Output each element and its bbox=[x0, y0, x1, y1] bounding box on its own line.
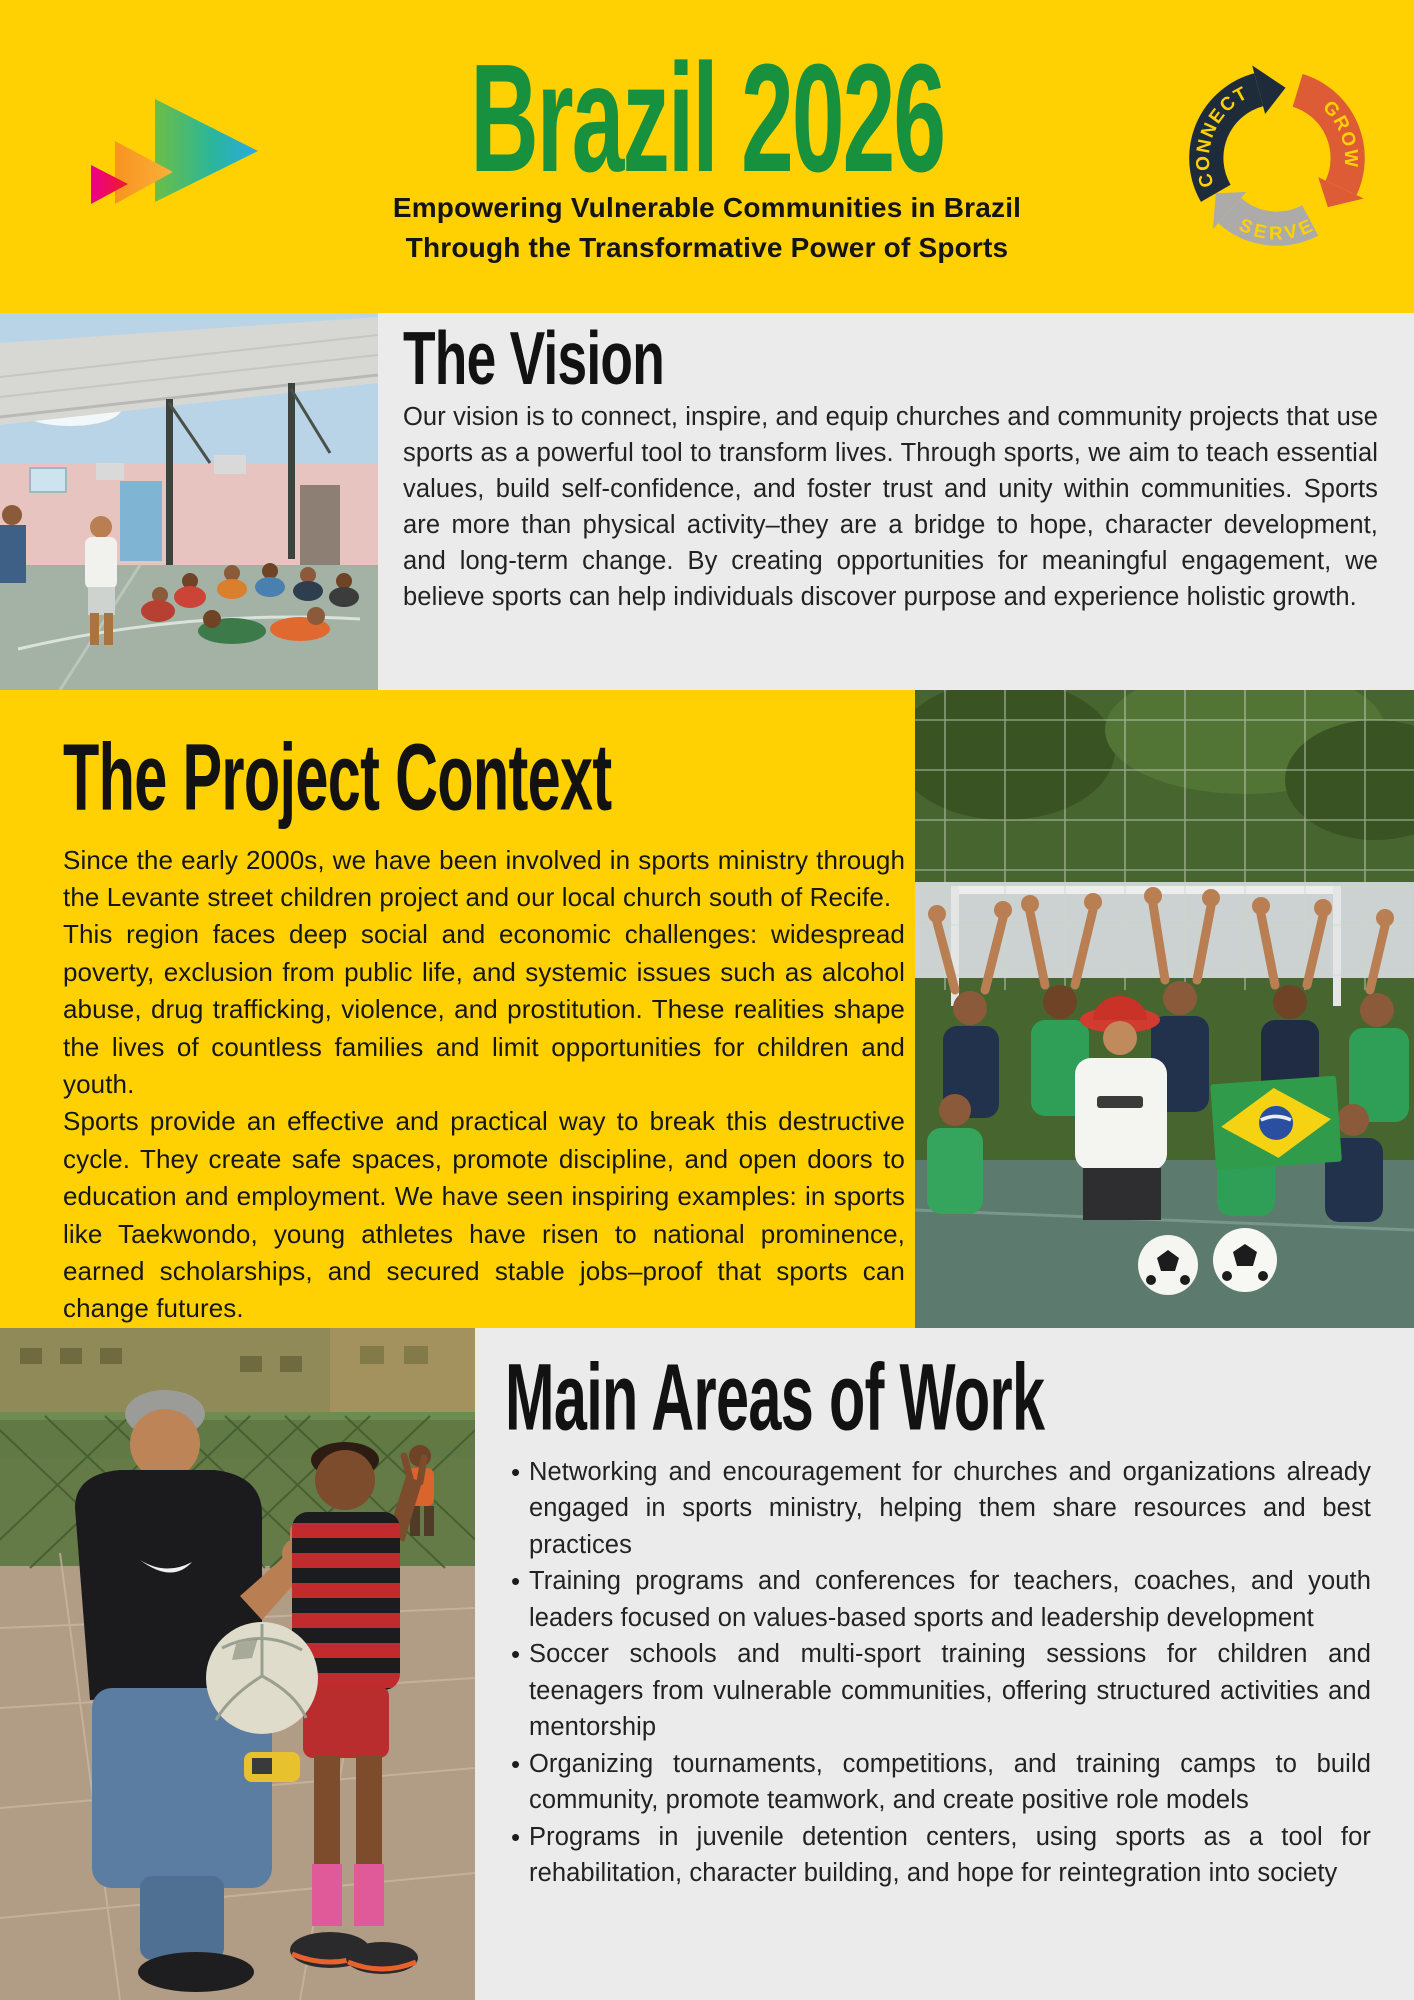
main-areas-heading: Main Areas of Work bbox=[505, 1345, 1045, 1451]
context-paragraph: Sports provide an effective and practical way to break this destructive cycle. They create safe spaces, promote discipline, and open doors to education and employment. We have seen inspiring examples: in sports like Taekwondo, young athletes have risen to national prominence, earned scholarships, and secured stable jobs–proof that sports can change futures. bbox=[63, 1106, 905, 1324]
bullet-marker: • bbox=[511, 1748, 521, 1779]
bullet-text: Soccer schools and multi-sport training sessions for children and teenagers from vulnerable communities, offering structured activities and mentorship bbox=[529, 1640, 1371, 1741]
cycle-label-connect: CONNECT bbox=[1191, 81, 1253, 190]
vision-content bbox=[403, 316, 1378, 615]
context-paragraph: This region faces deep social and economic challenges: widespread poverty, exclusion from public life, and systemic issues such as alcohol abuse, drug trafficking, violence, and prostitution. These realities shape the lives of countless families and limit opportunities for children and youth. bbox=[63, 919, 905, 1099]
bullet-marker: • bbox=[511, 1821, 521, 1852]
vision-heading: The Vision bbox=[403, 316, 665, 401]
bullet-text: Networking and encouragement for churches and organizations already engaged in sports ministry, helping them share resources and best practices bbox=[529, 1457, 1371, 1559]
header bbox=[0, 0, 1414, 313]
bullet-text: Organizing tournaments, competitions, and training camps to build community, promote teamwork, and create positive role models bbox=[529, 1749, 1371, 1814]
context-heading: The Project Context bbox=[63, 725, 612, 831]
bullet-marker: • bbox=[511, 1566, 521, 1596]
bullet-item bbox=[505, 1746, 1371, 1819]
context-photo bbox=[915, 690, 1414, 1328]
vision-body: Our vision is to connect, inspire, and equip churches and community projects that use sports as a powerful tool to transform lives. Through sports, we aim to teach essential values, build self-confidence, and foster trust and unity within communities. Sports are more than physical activity–they are a bridge to hope, character development, and long-term change. By creating opportunities for meaningful engagement, we believe sports can help individuals discover purpose and experience holistic growth. bbox=[403, 403, 1378, 612]
subtitle-line-1: Empowering Vulnerable Communities in Brazil bbox=[392, 192, 1022, 223]
bullet-marker: • bbox=[511, 1456, 521, 1487]
section-main-areas bbox=[0, 1328, 1414, 2000]
bullet-text: Programs in juvenile detention centers, using sports as a tool for rehabilitation, character building, and hope for reintegration into society bbox=[529, 1822, 1371, 1887]
section-vision bbox=[0, 313, 1414, 690]
bullet-list bbox=[505, 1454, 1371, 1892]
context-content bbox=[63, 725, 905, 1328]
cycle-label-grow: GROW bbox=[1319, 96, 1363, 170]
bullet-marker: • bbox=[511, 1639, 521, 1669]
vision-photo bbox=[0, 313, 378, 690]
context-paragraph: Since the early 2000s, we have been involved in sports ministry through the Levante street children project and our local church south of Recife. bbox=[63, 844, 905, 912]
bullet-item bbox=[505, 1636, 1371, 1746]
main-areas-content bbox=[505, 1345, 1371, 1892]
bullet-text: Training programs and conferences for teachers, coaches, and youth leaders focused on values-based sports and leadership development bbox=[529, 1567, 1371, 1632]
main-areas-photo bbox=[0, 1328, 475, 2000]
bullet-item bbox=[505, 1819, 1371, 1892]
connect-grow-serve-cycle-icon bbox=[1158, 44, 1396, 272]
page-title: Brazil 2026 bbox=[470, 32, 944, 205]
cycle-label-serve: SERVE bbox=[1236, 213, 1318, 244]
section-context bbox=[0, 690, 1414, 1328]
subtitle-line-2: Through the Transformative Power of Sports bbox=[405, 231, 1009, 263]
context-body bbox=[63, 842, 905, 1328]
bullet-item bbox=[505, 1563, 1371, 1636]
bullet-item bbox=[505, 1454, 1371, 1564]
